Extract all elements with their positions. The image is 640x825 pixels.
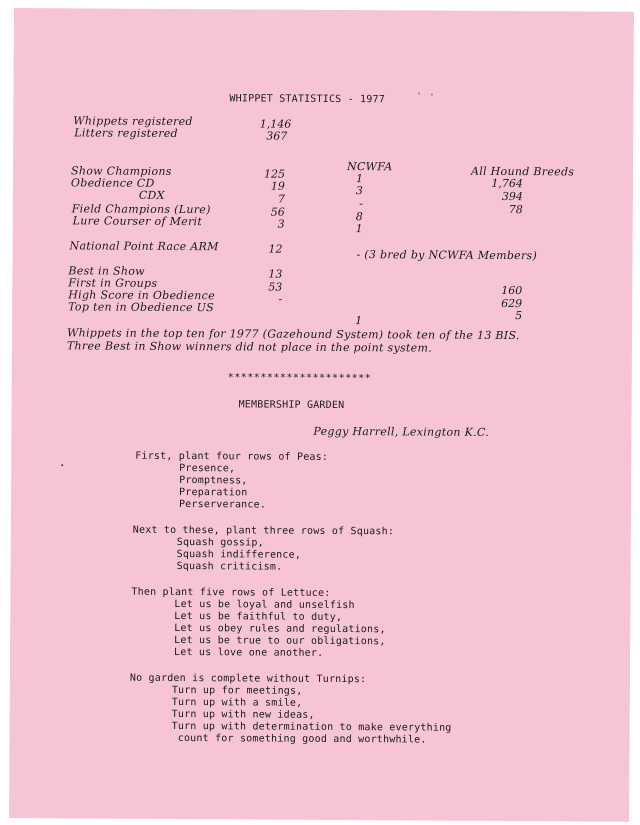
stat-label: First in Groups (68, 276, 158, 290)
garden-line: Promptness, (179, 475, 248, 487)
garden-line: count for something good and worthwhile. (171, 732, 427, 746)
column-header-ncwfa: NCWFA (346, 160, 393, 174)
stats-note-line: Whippets in the top ten for 1977 (Gazehound System) took ten of the 13 BIS. (66, 326, 520, 343)
garden-line: Presence, (179, 463, 236, 475)
garden-line: Let us be loyal and unselfish (174, 598, 355, 612)
stat-ncwfa: 1 (355, 172, 364, 186)
stat-label: Lure Courser of Merit (72, 214, 203, 229)
scan-speck (418, 92, 419, 94)
stat-ncwfa: 3 (355, 184, 363, 198)
garden-line: Perserverance. (178, 499, 267, 511)
stat-label: Obedience CD (70, 176, 155, 190)
garden-line: Turn up with new ideas, (171, 708, 315, 721)
stat-hound: 160 (501, 283, 523, 298)
garden-section-intro: No garden is complete without Turnips: (129, 672, 367, 686)
document-page (9, 8, 634, 822)
garden-title: MEMBERSHIP GARDEN (238, 399, 345, 412)
stat-label: Show Champions (70, 164, 172, 178)
stat-ncwfa: - (359, 197, 363, 211)
column-header-hound: All Hound Breeds (470, 164, 575, 179)
stat-value: - (278, 292, 283, 306)
separator: ********************** (227, 372, 372, 385)
stat-value: 13 (268, 267, 283, 281)
stat-hound: 5 (515, 309, 523, 323)
garden-line: Preparation (179, 487, 248, 499)
garden-line: Turn up with a smile, (171, 696, 303, 709)
stat-label: Field Champions (Lure) (71, 202, 211, 217)
stat-hound: 78 (508, 203, 523, 217)
stats-note-line: Three Best in Show winners did not place in the point system. (66, 339, 433, 355)
stat-value: 1,146 (259, 117, 292, 131)
stat-hound: 394 (501, 189, 523, 204)
scan-speck (61, 464, 63, 466)
stat-label: Litters registered (74, 126, 178, 141)
garden-line: Squash indifference, (176, 549, 302, 561)
stat-value: 12 (268, 242, 283, 256)
stat-ncwfa: 1 (355, 222, 363, 236)
stat-label: Whippets registered (73, 114, 193, 129)
stat-ncwfa-note: - (3 bred by NCWFA Members) (356, 248, 538, 263)
stat-label: High Score in Obedience (68, 288, 216, 303)
garden-line: Turn up with determination to make everything (171, 720, 452, 734)
stats-title: WHIPPET STATISTICS - 1977 (229, 93, 385, 106)
stat-value: 19 (270, 179, 285, 193)
stat-value: 125 (263, 167, 286, 181)
garden-line: Squash gossip, (176, 537, 264, 549)
stat-value: 3 (277, 217, 285, 231)
garden-line: Let us be faithful to duty, (174, 610, 343, 624)
stat-ncwfa: 8 (355, 210, 363, 224)
stat-value: 53 (268, 280, 283, 294)
stat-value: 367 (266, 129, 288, 143)
garden-line: Let us love one another. (174, 646, 324, 659)
stat-hound: 629 (501, 296, 523, 311)
garden-section-intro: First, plant four rows of Peas: (135, 450, 329, 463)
stat-value: 7 (277, 192, 285, 206)
stat-label: Top ten in Obedience US (68, 300, 215, 315)
stat-hound: 1,764 (491, 176, 523, 191)
garden-line: Turn up for meetings, (171, 684, 303, 697)
stat-label: Best in Show (68, 264, 145, 278)
garden-section-intro: Next to these, plant three rows of Squash: (132, 524, 395, 538)
garden-line: Squash criticism. (176, 561, 283, 573)
garden-line: Let us obey rules and regulations, (174, 622, 386, 636)
stat-value: 56 (270, 205, 285, 219)
scan-speck (431, 94, 432, 96)
garden-section-intro: Then plant five rows of Lettuce: (131, 586, 331, 599)
stat-ncwfa: 1 (355, 314, 363, 328)
stat-label: National Point Race ARM (69, 239, 219, 254)
garden-line: Let us be true to our obligations, (174, 634, 386, 648)
garden-author: Peggy Harrell, Lexington K.C. (313, 424, 490, 439)
stat-label: CDX (138, 188, 165, 202)
